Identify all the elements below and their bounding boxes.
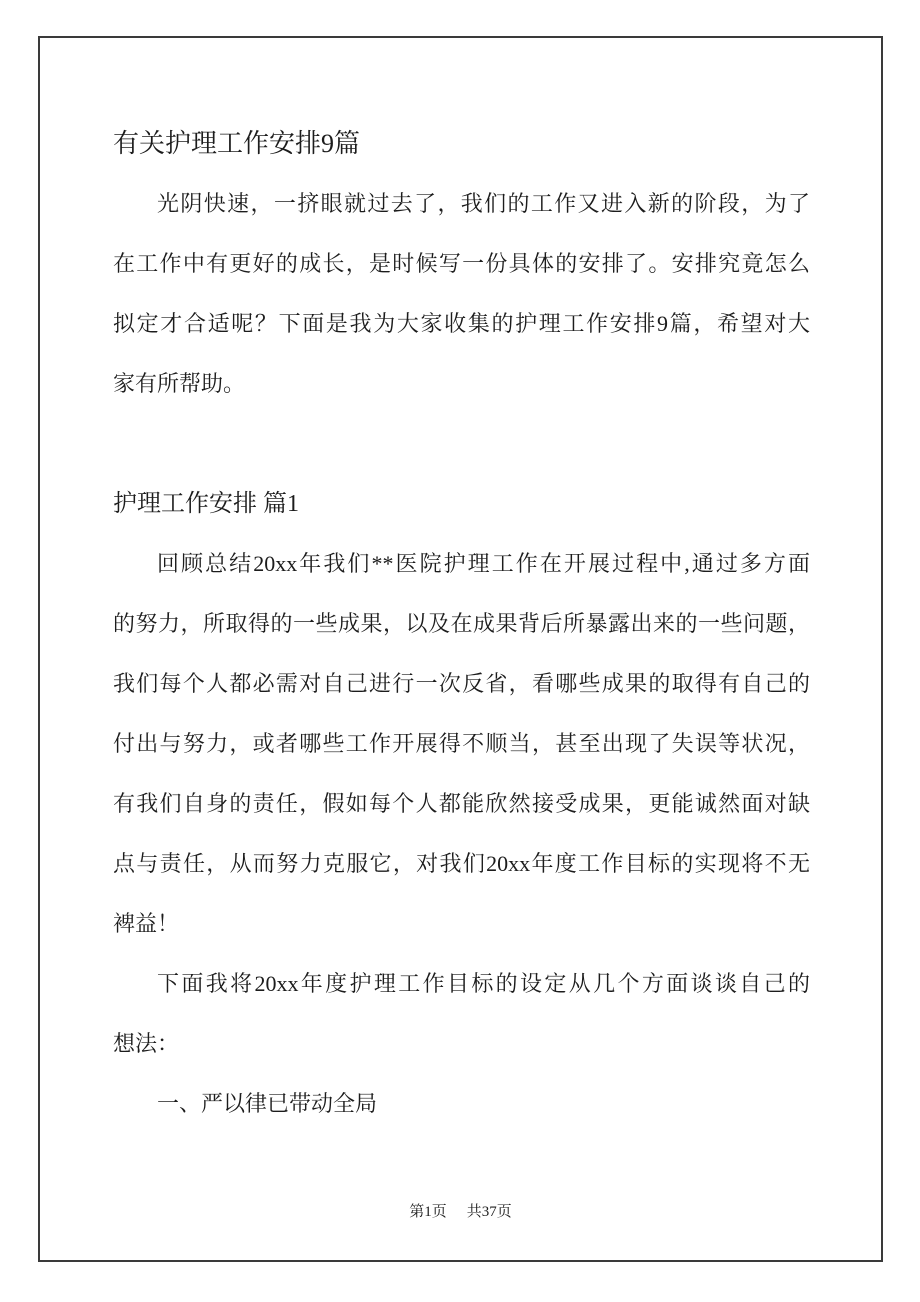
page-number-current: 第1页 bbox=[409, 1204, 447, 1220]
blank-line bbox=[113, 414, 810, 474]
text-line: 裨益！ bbox=[113, 911, 180, 936]
text-line: 有我们自身的责任，假如每个人都能欣然接受成果，更能诚然面对缺 bbox=[113, 791, 810, 816]
document-page bbox=[38, 36, 883, 1262]
text-line: 我们每个人都必需对自己进行一次反省，看哪些成果的取得有自己的 bbox=[113, 671, 810, 696]
text-line: 一、严以律已带动全局 bbox=[157, 1091, 378, 1116]
text-line: 在工作中有更好的成长，是时候写一份具体的安排了。安排究竟怎么 bbox=[113, 251, 810, 276]
text-line: 回顾总结20xx年我们**医院护理工作在开展过程中,通过多方面 bbox=[157, 551, 810, 576]
page-number-total: 共37页 bbox=[466, 1204, 512, 1220]
text-line: 想法： bbox=[113, 1031, 180, 1056]
page-footer bbox=[40, 1200, 881, 1224]
text-line: 光阴快速，一挤眼就过去了，我们的工作又进入新的阶段，为了 bbox=[157, 191, 810, 216]
text-line: 家有所帮助。 bbox=[113, 371, 246, 396]
document-title: 有关护理工作安排9篇 bbox=[113, 129, 361, 158]
text-line: 点与责任，从而努力克服它，对我们20xx年度工作目标的实现将不无 bbox=[113, 851, 810, 876]
section-heading: 护理工作安排 篇1 bbox=[113, 491, 299, 517]
text-line: 拟定才合适呢？下面是我为大家收集的护理工作安排9篇，希望对大 bbox=[113, 311, 810, 336]
document-body bbox=[113, 114, 810, 1134]
text-line: 下面我将20xx年度护理工作目标的设定从几个方面谈谈自己的 bbox=[157, 971, 810, 996]
text-line: 的努力，所取得的一些成果，以及在成果背后所暴露出来的一些问题， bbox=[113, 611, 810, 636]
text-line: 付出与努力，或者哪些工作开展得不顺当，甚至出现了失误等状况， bbox=[113, 731, 810, 756]
